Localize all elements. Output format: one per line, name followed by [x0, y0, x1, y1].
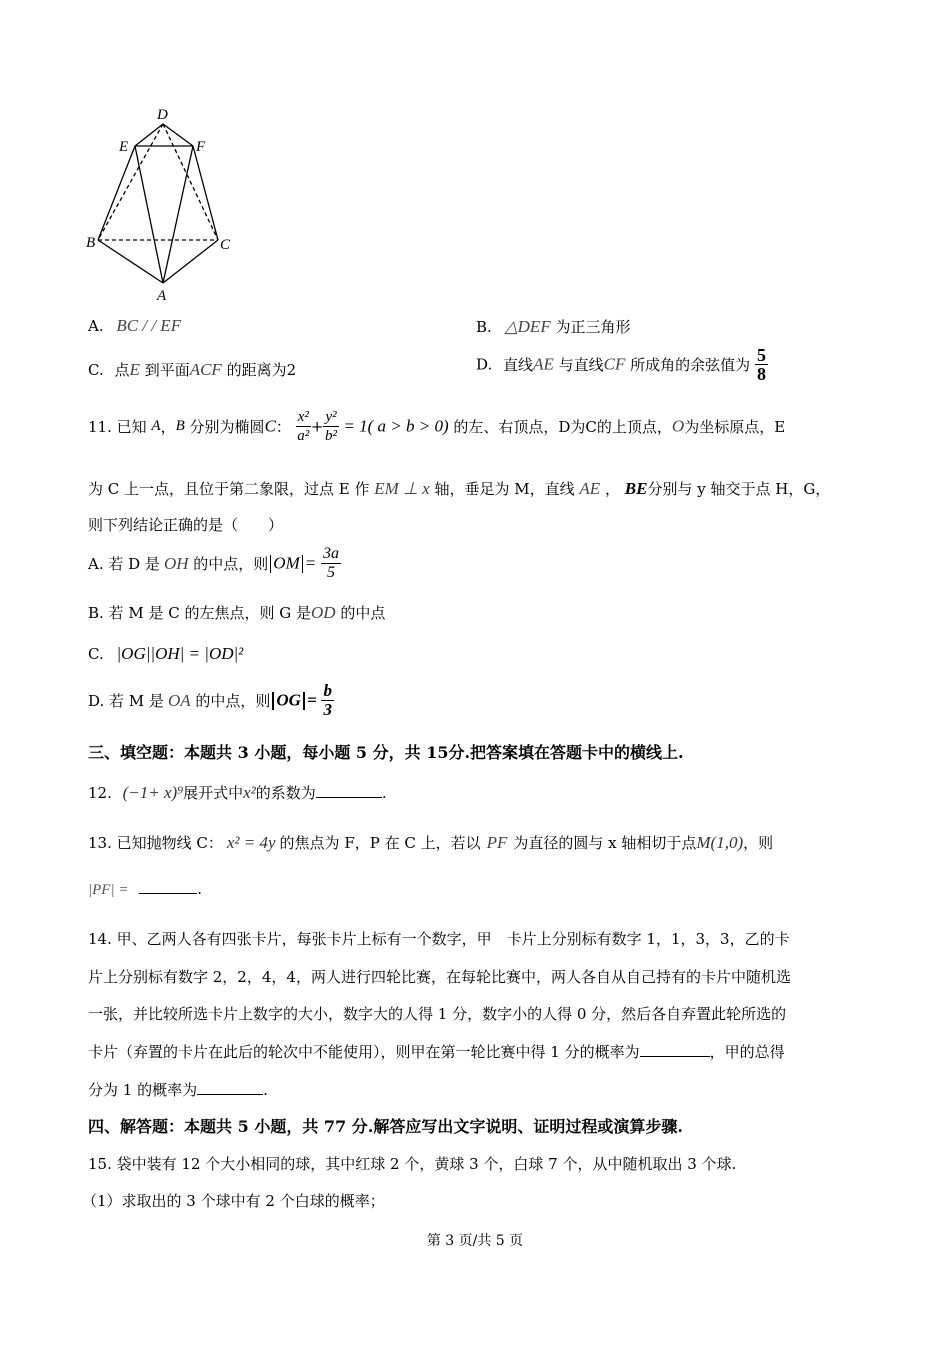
q11-option-a: A. 若 D 是 OH 的中点，则 OM = $\frac{3a}{5}$ — [88, 545, 340, 581]
answer-blank-q13[interactable] — [139, 893, 197, 894]
q10-option-b: B. △DEF 为正三角形 — [476, 317, 631, 336]
q14-line5: 分为 1 的概率为 . — [88, 1081, 268, 1099]
edge-EB — [98, 146, 135, 240]
label-D: D — [157, 107, 168, 123]
q14-line3: 一张，并比较所选卡片上数字的大小，数字大的人得 1 分，数字小的人得 0 分，然后各自弃置此轮所选的 — [88, 1005, 787, 1023]
geometry-figure — [80, 100, 250, 305]
section-4-heading: 四、解答题：本题共 5 小题，共 77 分.解答应写出文字说明、证明过程或演算步骤. — [88, 1117, 683, 1136]
fraction-b-3: $\frac{b}{3}$ — [323, 681, 332, 719]
edge-FC — [193, 146, 218, 240]
q12: 12. (−1+ x)⁹展开式中x²的系数为 . — [88, 783, 387, 802]
q14-line2: 片上分别标有数字 2，2，4，4，两人进行四轮比赛，在每轮比赛中，两人各自从自己持有的卡片中随机选 — [88, 968, 791, 986]
q10-a-math: BC / / EF — [116, 316, 182, 335]
q15-sub1: （1）求取出的 3 个球中有 2 个白球的概率； — [82, 1192, 385, 1210]
q15-line1: 15. 袋中装有 12 个大小相同的球，其中红球 2 个，黄球 3 个，白球 7 个，从中随机取出 3 个球. — [88, 1155, 737, 1173]
label-F: F — [196, 139, 206, 155]
answer-blank-q12[interactable] — [316, 797, 382, 798]
fraction-5-8: $\frac{5}{8}$ — [756, 345, 766, 384]
answer-blank-q14-2[interactable] — [197, 1094, 263, 1095]
edge-DF — [163, 124, 193, 146]
answer-blank-q14-1[interactable] — [640, 1056, 710, 1057]
edge-EA — [135, 146, 163, 283]
q11-option-b: B. 若 M 是 C 的左焦点，则 G 是OD 的中点 — [88, 603, 386, 622]
q11-line1: 11. 已知 A，B 分别为椭圆C： $\frac{\text{x²}}{\text{a²}}$ + $\frac{\text{y²}}{\text{b²}}$ = 1( a > b > 0) 的左、右顶点，D为C的上顶点，O为坐标原点，E — [88, 409, 786, 444]
q10-option-d: D. 直线AE 与直线CF 所成角的余弦值为 $\frac{5}{8}$ — [476, 345, 766, 384]
q13-line2: |PF| = . — [88, 880, 203, 898]
section-3-heading: 三、填空题：本题共 3 小题，每小题 5 分，共 15分.把答案填在答题卡中的横线上. — [88, 743, 684, 762]
fraction-3a-5: $\frac{3a}{5}$ — [323, 545, 340, 581]
fraction-y2-b2: $\frac{\text{y²}}{\text{b²}}$ — [325, 409, 338, 444]
q10-option-c: C. 点E 到平面ACF 的距离为2 — [88, 360, 297, 379]
label-E: E — [119, 139, 129, 155]
label-B: B — [86, 235, 96, 251]
edge-DC — [163, 124, 218, 240]
label-A: A — [157, 288, 167, 304]
q11-option-c: C. |OG||OH| = |OD|² — [88, 644, 244, 663]
q14-line4: 卡片（弃置的卡片在此后的轮次中不能使用），则甲在第一轮比赛中得 1 分的概率为 ，甲的总得 — [88, 1043, 785, 1061]
fraction-x2-a2: $\frac{\text{x²}}{\text{a²}}$ — [297, 409, 310, 444]
q11-option-d: D. 若 M 是 OA 的中点，则 OG = $\frac{b}{3}$ — [88, 681, 332, 719]
edge-DB — [98, 124, 163, 240]
q11-line3: 则下列结论正确的是（ ） — [88, 516, 284, 534]
q14-line1: 14. 甲、乙两人各有四张卡片，每张卡片上标有一个数字，甲 卡片上分别标有数字 1，1，3，3，乙的卡 — [88, 930, 790, 948]
q10-option-a: A. BC / / EF — [88, 316, 182, 335]
edge-BA — [98, 240, 163, 283]
edge-DE — [135, 124, 163, 146]
label-C: C — [220, 237, 231, 253]
page-footer: 第 3 页/共 5 页 — [426, 1233, 524, 1249]
q11-line2: 为 C 上一点，且位于第二象限，过点 E 作 EM ⊥ x 轴，垂足为 M，直线 AE ， BE分别与 y 轴交于点 H，G， — [88, 479, 831, 498]
q13-line1: 13. 已知抛物线 C： x² = 4y 的焦点为 F，P 在 C 上，若以 PF 为直径的圆与 x 轴相切于点M(1,0)，则 — [88, 833, 774, 852]
